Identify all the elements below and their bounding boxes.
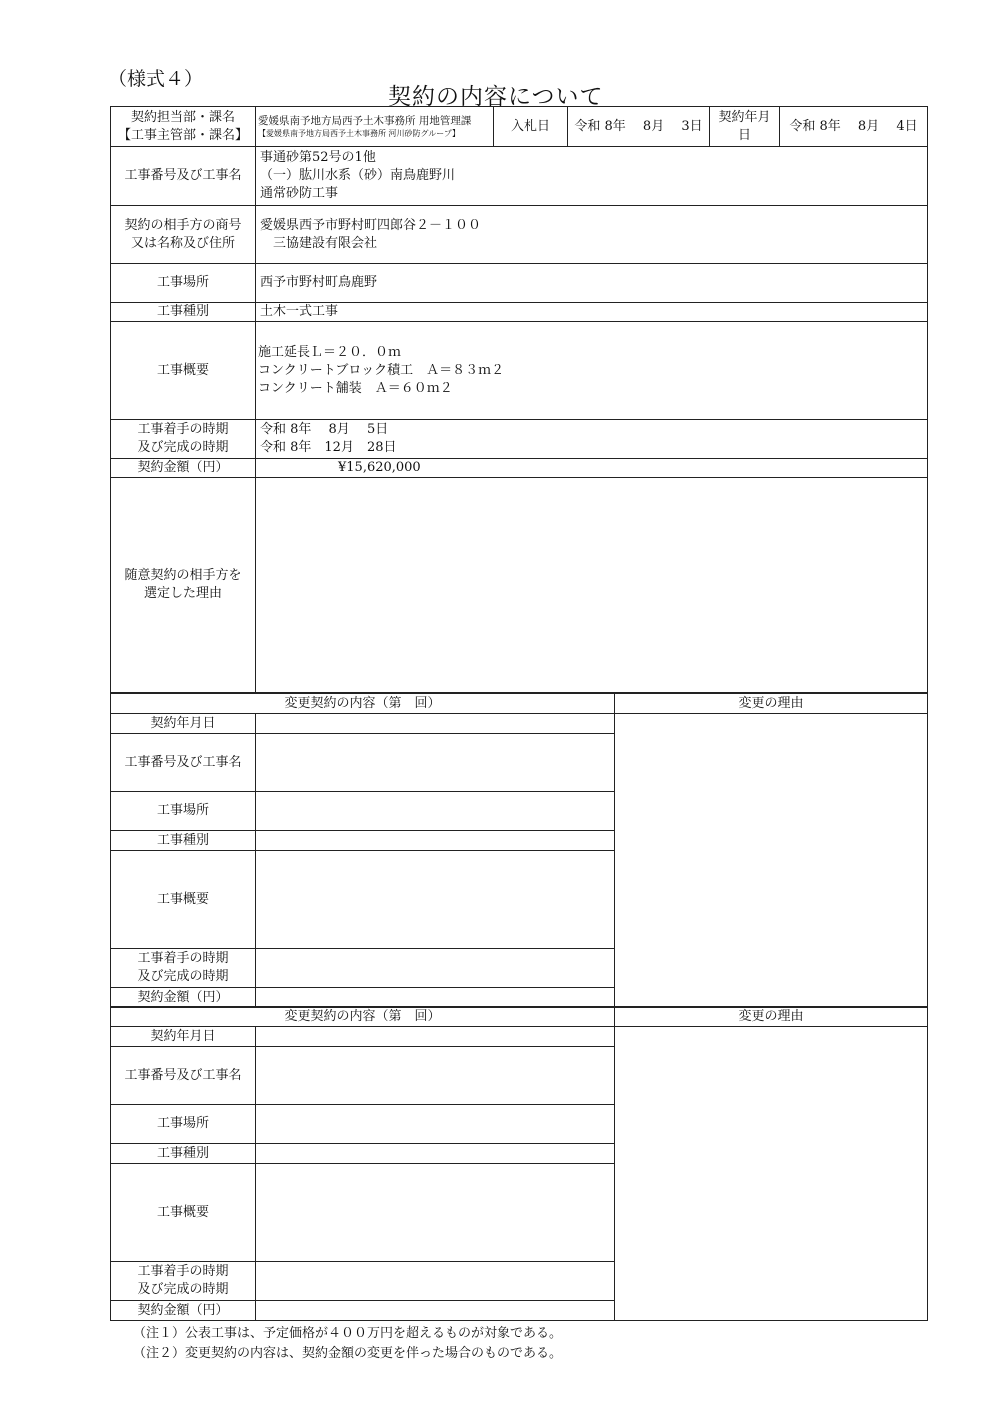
summary-line: 施工延長Ｌ＝２０．０ｍ <box>258 344 402 360</box>
change-work-no-label: 工事番号及び工事名 <box>111 1047 256 1105</box>
dept-label-line1: 契約担当部・課名 <box>130 109 235 125</box>
partner-value <box>256 206 928 264</box>
change-contract-date-value <box>256 1027 615 1047</box>
summary-label: 工事概要 <box>111 322 256 420</box>
work-no-value <box>256 147 928 206</box>
type-label: 工事種別 <box>111 303 256 322</box>
change-location-label: 工事場所 <box>111 1105 256 1144</box>
bid-date-value: 令和 8年 8月 3日 <box>568 107 710 147</box>
change-period-label <box>111 949 256 988</box>
note-1: （注１）公表工事は、予定価格が４００万円を超えるものが対象である。 <box>133 1326 563 1341</box>
location-value: 西予市野村町鳥鹿野 <box>256 264 928 303</box>
change-location-value <box>256 1105 615 1144</box>
change-summary-value <box>256 851 615 949</box>
change-contract-date-label: 契約年月日 <box>111 714 256 734</box>
contract-table <box>110 106 928 693</box>
period-start: 令和 8年 8月 5日 <box>260 422 389 437</box>
change-summary-label: 工事概要 <box>111 851 256 949</box>
work-no-line: （一）肱川水系（砂）南鳥鹿野川 <box>260 168 456 183</box>
change-reason-header: 変更の理由 <box>615 1007 928 1027</box>
change-amount-value <box>256 1301 615 1321</box>
change-reason-header: 変更の理由 <box>615 694 928 714</box>
amount-value: ¥15,620,000 <box>256 459 928 478</box>
change-summary-label: 工事概要 <box>111 1164 256 1262</box>
partner-label-line2: 又は名称及び住所 <box>130 235 235 251</box>
change-type-value <box>256 1144 615 1164</box>
page-title: 契約の内容について <box>388 84 604 110</box>
change-header: 変更契約の内容（第 回） <box>111 694 615 714</box>
partner-label-line1: 契約の相手方の商号 <box>124 217 242 233</box>
dept-label <box>111 107 256 147</box>
change-period-label-line1: 工事着手の時期 <box>137 1264 229 1279</box>
period-value <box>256 420 928 459</box>
contract-date-label: 契約年月日 <box>710 107 780 147</box>
change-summary-value <box>256 1164 615 1262</box>
change-table-1 <box>110 693 928 1008</box>
change-work-no-value <box>256 734 615 792</box>
change-contract-date-label: 契約年月日 <box>111 1027 256 1047</box>
summary-value <box>256 322 928 420</box>
work-no-line: 通常砂防工事 <box>260 186 339 201</box>
reason-value <box>256 478 928 693</box>
summary-line: コンクリートブロック積工 Ａ＝８３ｍ２ <box>258 362 505 378</box>
change-table-2 <box>110 1006 928 1321</box>
change-work-no-label: 工事番号及び工事名 <box>111 734 256 792</box>
reason-label <box>111 478 256 693</box>
type-value: 土木一式工事 <box>256 303 928 322</box>
reason-label-line1: 随意契約の相手方を <box>124 568 242 583</box>
reason-label-line2: 選定した理由 <box>143 586 222 601</box>
location-label: 工事場所 <box>111 264 256 303</box>
change-contract-date-value <box>256 714 615 734</box>
period-end: 令和 8年 12月 28日 <box>260 440 397 455</box>
period-label-line2: 及び完成の時期 <box>137 440 229 455</box>
change-period-label <box>111 1262 256 1301</box>
dept-value-line2: 【愛媛県南予地方局西予土木事務所 河川砂防グループ】 <box>258 128 460 138</box>
partner-label <box>111 206 256 264</box>
change-amount-label: 契約金額（円） <box>111 988 256 1008</box>
work-no-label: 工事番号及び工事名 <box>111 147 256 206</box>
change-reason-value <box>615 714 928 1008</box>
change-period-label-line2: 及び完成の時期 <box>137 969 229 984</box>
partner-line: 愛媛県西予市野村町四郎谷２－１００ <box>260 217 482 233</box>
work-no-line: 事通砂第52号の1他 <box>260 150 376 165</box>
change-type-label: 工事種別 <box>111 1144 256 1164</box>
period-label-line1: 工事着手の時期 <box>137 422 229 437</box>
change-location-label: 工事場所 <box>111 792 256 831</box>
dept-label-line2: 【工事主管部・課名】 <box>117 127 248 143</box>
bid-date-label: 入札日 <box>494 107 568 147</box>
change-location-value <box>256 792 615 831</box>
change-amount-value <box>256 988 615 1008</box>
change-work-no-value <box>256 1047 615 1105</box>
dept-value <box>256 107 494 147</box>
amount-label: 契約金額（円） <box>111 459 256 478</box>
contract-date-value: 令和 8年 8月 4日 <box>780 107 928 147</box>
period-label <box>111 420 256 459</box>
form-id: （様式４） <box>108 68 204 90</box>
partner-line: 三協建設有限会社 <box>260 235 378 251</box>
change-reason-value <box>615 1027 928 1321</box>
change-period-label-line2: 及び完成の時期 <box>137 1282 229 1297</box>
summary-line: コンクリート舗装 Ａ＝６０ｍ２ <box>258 380 453 396</box>
change-period-value <box>256 949 615 988</box>
change-period-value <box>256 1262 615 1301</box>
dept-value-line1: 愛媛県南予地方局西予土木事務所 用地管理課 <box>258 114 472 127</box>
change-type-value <box>256 831 615 851</box>
change-period-label-line1: 工事着手の時期 <box>137 951 229 966</box>
note-2: （注２）変更契約の内容は、契約金額の変更を伴った場合のものである。 <box>133 1346 563 1361</box>
change-type-label: 工事種別 <box>111 831 256 851</box>
change-amount-label: 契約金額（円） <box>111 1301 256 1321</box>
change-header: 変更契約の内容（第 回） <box>111 1007 615 1027</box>
